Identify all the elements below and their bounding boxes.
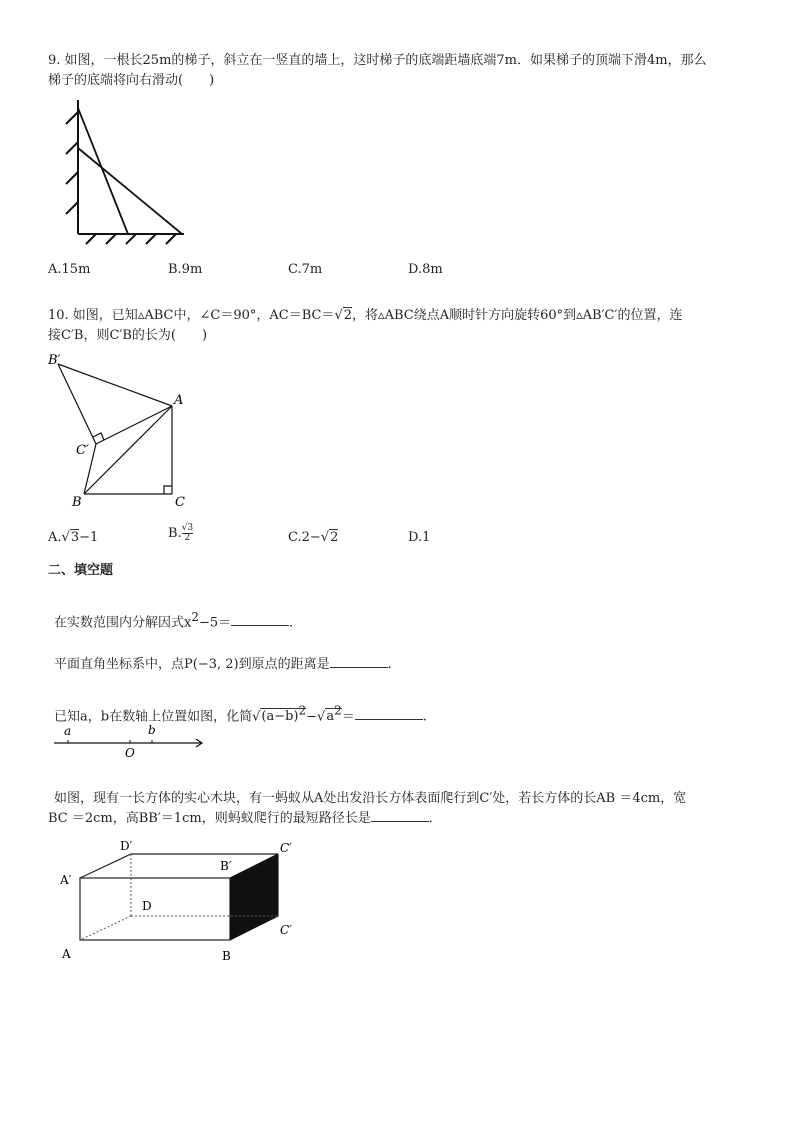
cuboid-figure [56,840,306,970]
q10-option-c: C.2−√2 [288,530,339,545]
q10-stem-line2: 接C′B，则C′B的长为( ) [48,328,208,343]
section-title-fill-in: 二、填空题 [48,563,114,578]
q10-option-a: A.√3−1 [48,530,99,545]
label-b: B [222,949,231,963]
label-c-prime-bottom: C′ [280,923,292,937]
q10-option-b: B. $\frac{√3}{2}$ [168,523,194,543]
answer-blank-3[interactable] [355,707,423,720]
label-a-prime: A′ [60,873,72,887]
q10-option-d: D.1 [408,530,431,545]
q10-triangle-figure [44,348,204,514]
q9-option-d: D.8m [408,262,443,277]
label-b: B [72,495,82,510]
q10-stem-line1: 10. 如图，已知▵ABC中，∠C＝90°，AC＝BC＝√2，将▵ABC绕点A顺时针方向旋转60°到▵AB′C′的位置，连 [48,308,683,323]
q9-ladder-figure [58,98,188,246]
label-b-prime: B′ [220,859,232,873]
axis-label-a: a [64,724,72,738]
fill-question-3: 已知a，b在数轴上位置如图，化简$√(a-b)^2-√a^2=$ . [54,704,427,725]
label-d-prime: D′ [120,840,133,853]
answer-blank-1[interactable] [231,613,289,626]
label-a: A [174,393,184,408]
fill-question-2: 平面直角坐标系中，点P(−3, 2)到原点的距离是 ． [54,657,401,672]
q9-option-b: B.9m [168,262,203,277]
answer-blank-2[interactable] [330,655,388,668]
label-c-prime-top: C′ [280,841,292,855]
label-a: A [62,947,71,961]
axis-label-origin: O [125,746,135,760]
fill-question-1: 在实数范围内分解因式$x^2-5=$ ． [54,610,303,631]
label-c: C [175,495,185,510]
q9-option-c: C.7m [288,262,323,277]
label-c-prime: C′ [76,443,89,458]
label-b-prime: B′ [48,353,61,368]
fill-question-4-line2: BC ＝2cm，高BB′＝1cm，则蚂蚁爬行的最短路径长是 ． [48,811,442,826]
fill-question-4-line1: 如图，现有一长方体的实心木块，有一蚂蚁从A处出发沿长方体表面爬行到C′处，若长方体的长AB ＝4cm，宽 [54,791,687,806]
number-line-figure [50,720,210,760]
q9-stem-line1: 9. 如图，一根长25m的梯子，斜立在一竖直的墙上，这时梯子的底端距墙底端7m．如果梯子的顶端下滑4m，那么 [48,53,707,68]
label-d: D [142,899,152,913]
triangle-symbol: ▵ [137,308,145,323]
q9-option-a: A.15m [48,262,91,277]
q9-stem-line2: 梯子的底端将向右滑动( ) [48,73,215,88]
axis-label-b: b [148,723,156,737]
answer-blank-4[interactable] [371,809,429,822]
